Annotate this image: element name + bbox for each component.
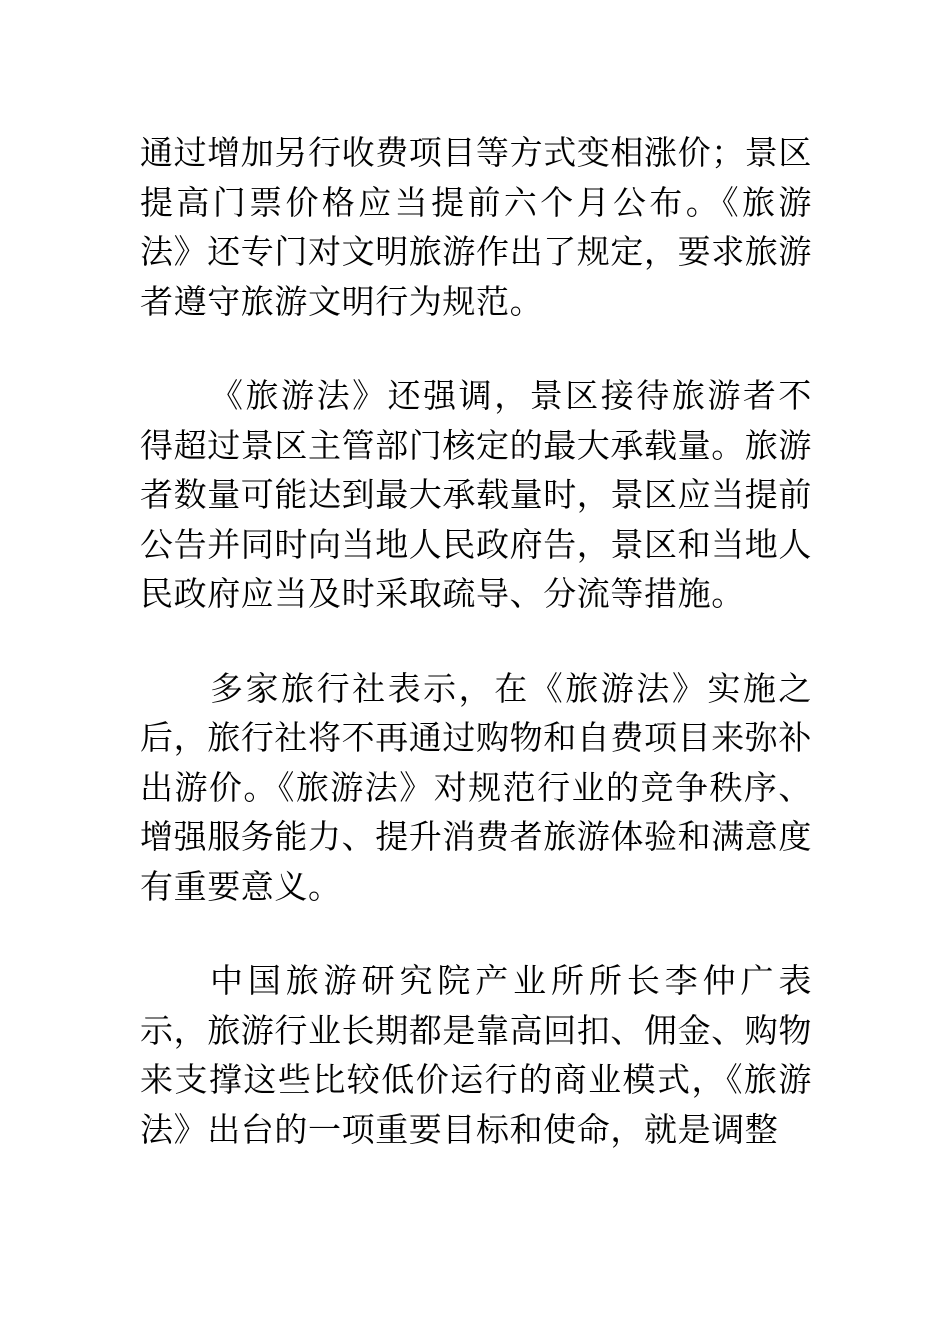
document-body: [140, 128, 812, 1154]
paragraph-3: 多家旅行社表示，在《旅游法》实施之后，旅行社将不再通过购物和自费项目来弥补出游价。《旅游法》对规范行业的竞争秩序、增强服务能力、提升消费者旅游体验和满意度有重要意义。: [140, 668, 812, 906]
paragraph-4: 中国旅游研究院产业所所长李仲广表示，旅游行业长期都是靠高回扣、佣金、购物来支撑这些比较低价运行的商业模式，《旅游法》出台的一项重要目标和使命，就是调整: [140, 961, 812, 1149]
paragraph-1: 通过增加另行收费项目等方式变相涨价；景区提高门票价格应当提前六个月公布。《旅游法》还专门对文明旅游作出了规定，要求旅游者遵守旅游文明行为规范。: [140, 133, 812, 321]
paragraph-2: 《旅游法》还强调，景区接待旅游者不得超过景区主管部门核定的最大承载量。旅游者数量可能达到最大承载量时，景区应当提前公告并同时向当地人民政府告，景区和当地人民政府应当及时采取疏导、分流等措施。: [140, 376, 812, 613]
